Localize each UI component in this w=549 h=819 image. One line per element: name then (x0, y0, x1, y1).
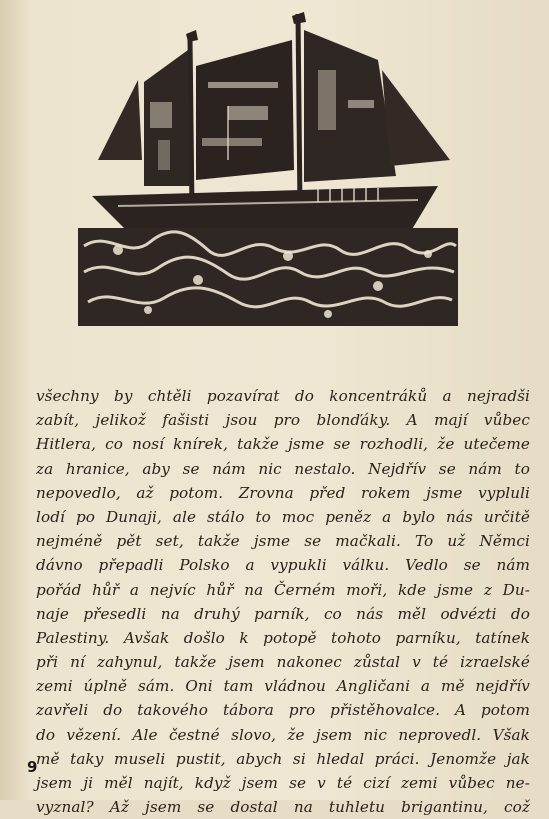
text-line: při ní zahynul, takže jsem nakonec zůstal v té izraelské (36, 653, 530, 672)
text-line: nejméně pět set, takže jsme se mačkali. To už Němci (36, 532, 530, 551)
text-line: lodí po Dunaji, ale stálo to moc peněz a bylo nás určitě (36, 507, 530, 526)
text-line: vyznal? Až jsem se dostal na tuhletu brigantinu, což (36, 798, 530, 817)
text-line: pořád hůř a nejvíc hůř na Černém moři, kde jsme z Du- (36, 580, 530, 599)
text-line: zavřeli do takového tábora pro přistěhovalce. A potom (36, 701, 530, 720)
text-line: všechny by chtěli pozavírat do koncentráků a nejradši (36, 387, 530, 405)
text-line: mě taky museli pustit, abych si hledal práci. Jenomže jak (36, 749, 530, 768)
text-line: jsem ji měl najít, když jsem se v té cizí zemi vůbec ne- (36, 774, 530, 792)
text-line: nepovedlo, až potom. Zrovna před rokem jsme vypluli (36, 483, 530, 502)
text-line: Palestiny. Avšak došlo k potopě tohoto parníku, tatínek (36, 628, 530, 647)
text-line: za hranice, aby se nám nic nestalo. Nejdřív se nám to (36, 459, 530, 478)
text-line: naje přesedli na druhý parník, co nás měl odvézti do (36, 604, 530, 623)
page-number: 9 (27, 758, 38, 776)
text-line: zabít, jelikož fašisti jsou pro blonďáky. A mají vůbec (36, 411, 530, 430)
sailing-ship-woodcut-icon (78, 10, 458, 328)
body-text (36, 384, 530, 819)
text-line: Hitlera, co nosí knírek, takže jsme se rozhodli, že utečeme (36, 435, 530, 454)
text-line: do vězení. Ale čestné slovo, že jsem nic neprovedl. Však (36, 725, 530, 744)
text-line: zemi úplně sám. Oni tam vládnou Angličani a mě nejdřív (36, 677, 530, 696)
text-line: dávno přepadli Polsko a vypukli válku. Vedlo se nám (36, 556, 530, 575)
